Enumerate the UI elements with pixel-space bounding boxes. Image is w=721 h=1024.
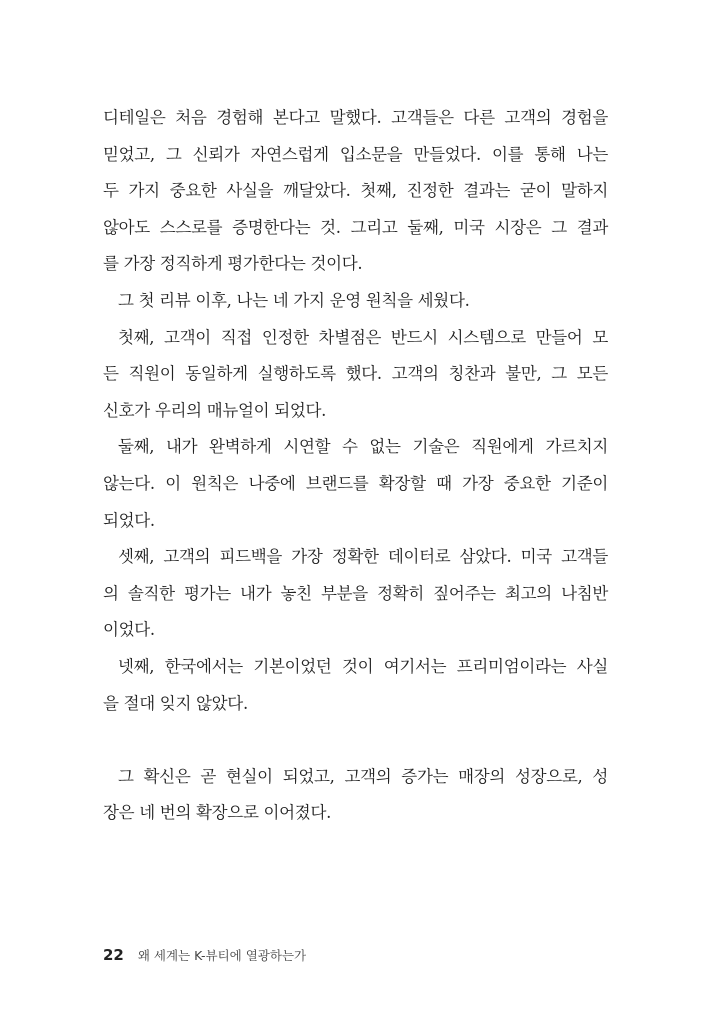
text-line: 신호가 우리의 매뉴얼이 되었다. (103, 400, 327, 420)
text-line: 를 가장 정직하게 평가한다는 것이다. (103, 254, 363, 274)
paragraph (103, 100, 608, 283)
text-line: 되었다. (103, 510, 155, 530)
text-line: 않아도 스스로를 증명한다는 것. 그리고 둘째, 미국 시장은 그 결과 (103, 217, 608, 237)
paragraph (103, 283, 608, 320)
paragraph (103, 539, 608, 649)
page-body (103, 100, 608, 832)
page-footer (103, 946, 306, 964)
page-number: 22 (103, 946, 124, 964)
text-line: 을 절대 잊지 않았다. (103, 693, 248, 713)
text-line: 장은 네 번의 확장으로 이어졌다. (103, 803, 332, 823)
text-line: 둘째, 내가 완벽하게 시연할 수 없는 기술은 직원에게 가르치지 (118, 437, 608, 457)
paragraph (103, 429, 608, 539)
text-line: 첫째, 고객이 직접 인정한 차별점은 반드시 시스템으로 만들어 모 (118, 327, 608, 347)
text-line: 그 첫 리뷰 이후, 나는 네 가지 운영 원칙을 세웠다. (118, 290, 470, 310)
text-line: 이었다. (103, 620, 155, 640)
paragraph (103, 320, 608, 430)
text-line: 그 확신은 곧 현실이 되었고, 고객의 증가는 매장의 성장으로, 성 (118, 766, 608, 786)
text-line: 든 직원이 동일하게 실행하도록 했다. 고객의 칭찬과 불만, 그 모든 (103, 364, 608, 384)
paragraph (103, 649, 608, 722)
text-line: 디테일은 처음 경험해 본다고 말했다. 고객들은 다른 고객의 경험을 (103, 108, 608, 127)
text-line: 믿었고, 그 신뢰가 자연스럽게 입소문을 만들었다. 이를 통해 나는 (103, 144, 608, 164)
running-title: 왜 세계는 K-뷰티에 열광하는가 (137, 948, 307, 963)
paragraph (103, 759, 608, 832)
text-line: 넷째, 한국에서는 기본이었던 것이 여기서는 프리미엄이라는 사실 (118, 656, 608, 676)
text-line: 않는다. 이 원칙은 나중에 브랜드를 확장할 때 가장 중요한 기준이 (103, 473, 608, 493)
text-line: 두 가지 중요한 사실을 깨달았다. 첫째, 진정한 결과는 굳이 말하지 (103, 181, 608, 201)
text-line: 셋째, 고객의 피드백을 가장 정확한 데이터로 삼았다. 미국 고객들 (118, 547, 608, 567)
text-line: 의 솔직한 평가는 내가 놓친 부분을 정확히 짚어주는 최고의 나침반 (103, 583, 608, 603)
paragraph-spacer (103, 722, 608, 759)
